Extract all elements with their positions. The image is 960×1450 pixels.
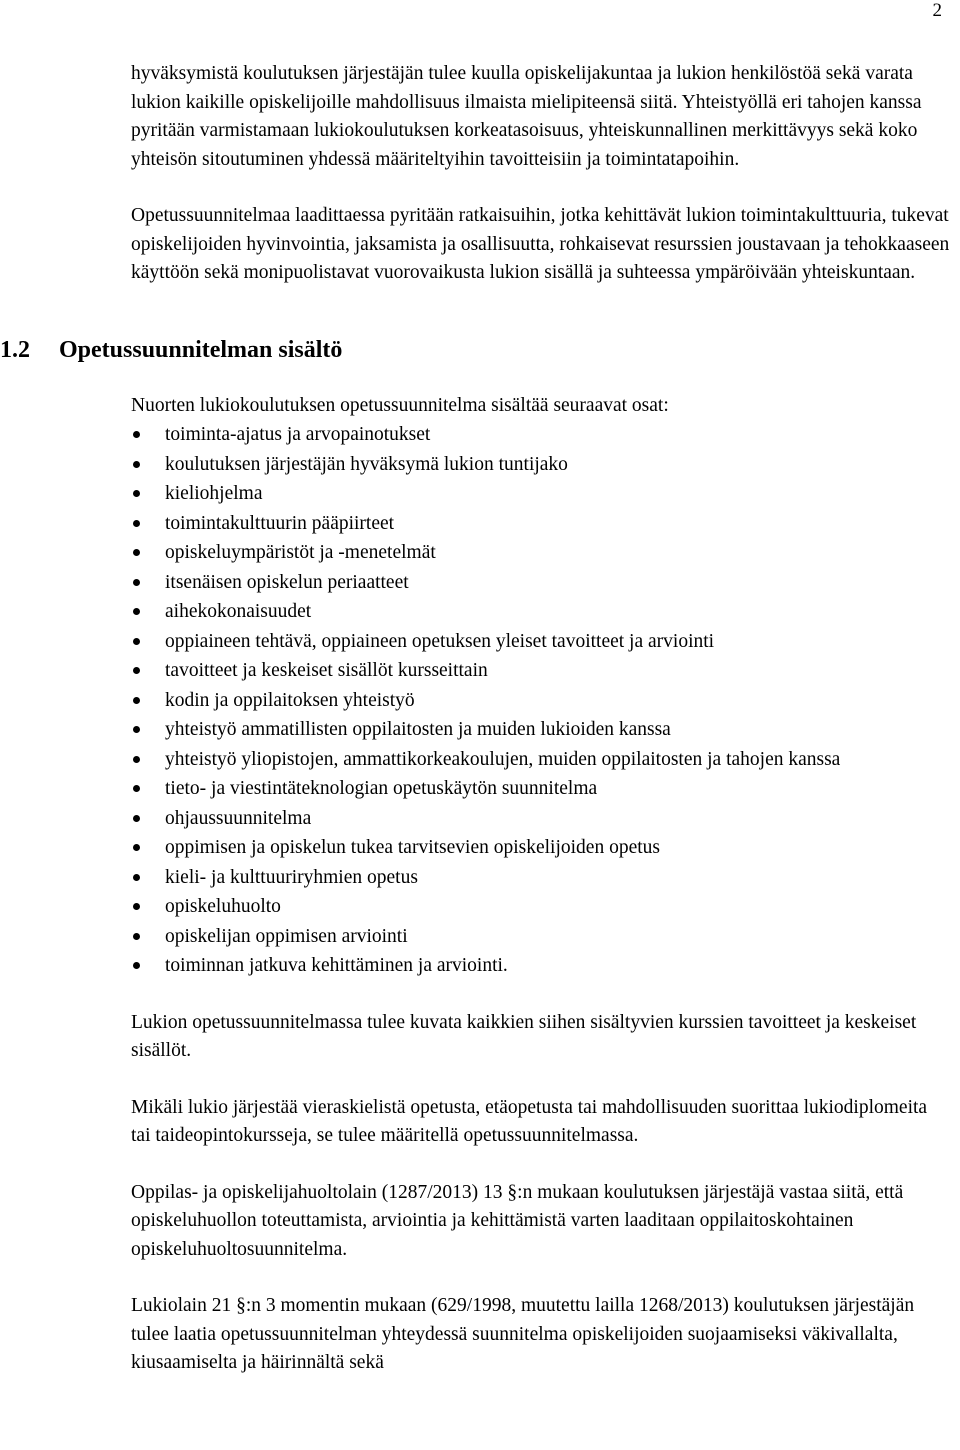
list-item-text: toiminta-ajatus ja arvopainotukset — [165, 424, 431, 445]
list-item-text: koulutuksen järjestäjän hyväksymä lukion tuntijako — [165, 453, 568, 475]
list-item-text: toiminnan jatkuva kehittäminen ja arviointi. — [165, 955, 508, 976]
list-item — [131, 656, 951, 686]
document-body — [0, 60, 951, 1378]
bullet-icon — [133, 726, 140, 733]
list-item — [131, 715, 951, 745]
list-item-text: ohjaussuunnitelma — [165, 807, 312, 829]
bullet-icon — [133, 549, 140, 556]
list-item-text: aihekokonaisuudet — [165, 601, 312, 622]
bullet-icon — [133, 844, 140, 851]
list-item — [131, 745, 951, 775]
list-item — [131, 597, 951, 627]
list-intro: Nuorten lukiokoulutuksen opetussuunnitelma sisältää seuraavat osat: — [131, 394, 669, 416]
list-item — [131, 922, 951, 952]
paragraph: hyväksymistä koulutuksen järjestäjän tulee kuulla opiskelijakuntaa ja lukion henkilöstöä sekä varata lukion kaikille opiskelijoille mahdollisuus ilmaista mielipiteensä siitä. Yhteistyöllä eri tahojen kanssa pyritään varmistamaan lukiokoulutuksen korkeatasoisuus, yhteiskunnallinen merkittävyys sekä koko yhteisön sitoutuminen yhdessä määriteltyihin tavoitteisiin ja toimintatapoihin. — [131, 63, 922, 170]
bullet-icon — [133, 903, 140, 910]
content-list — [131, 420, 951, 981]
list-item-text: oppiaineen tehtävä, oppiaineen opetuksen yleiset tavoitteet ja arviointi — [165, 630, 715, 652]
list-item — [131, 951, 951, 981]
list-item-text: opiskeluympäristöt ja -menetelmät — [165, 542, 436, 563]
bullet-icon — [133, 490, 140, 497]
bullet-icon — [133, 579, 140, 586]
bullet-icon — [133, 933, 140, 940]
paragraph: Opetussuunnitelmaa laadittaessa pyritään ratkaisuihin, jotka kehittävät lukion toimintakulttuuria, tukevat opiskelijoiden hyvinvointia, jaksamista ja osallisuutta, rohkaisevat resurssien joustavaan ja tehokkaaseen käyttöön sekä monipuolistavat vuorovaikusta lukion sisällä ja suhteessa ympäröivään yhteiskuntaan. — [131, 205, 950, 283]
paragraph: Lukion opetussuunnitelmassa tulee kuvata kaikkien siihen sisältyvien kurssien tavoitteet ja keskeiset sisällöt. — [131, 1011, 917, 1061]
list-item — [131, 420, 951, 450]
list-item-text: toimintakulttuurin pääpiirteet — [165, 512, 395, 534]
bullet-icon — [133, 962, 140, 969]
list-item-text: opiskeluhuolto — [165, 896, 281, 917]
bullet-icon — [133, 667, 140, 674]
list-item — [131, 774, 951, 804]
bullet-icon — [133, 520, 140, 527]
list-item-text: kieliohjelma — [165, 483, 263, 504]
list-item-text: kieli- ja kulttuuriryhmien opetus — [165, 866, 418, 888]
list-item-text: kodin ja oppilaitoksen yhteistyö — [165, 689, 415, 711]
paragraph: Lukiolain 21 §:n 3 momentin mukaan (629/1998, muutettu lailla 1268/2013) koulutuksen järjestäjän tulee laatia opetussuunnitelman yhteydessä suunnitelma opiskelijoiden suojaamiseksi väkivallalta, kiusaamiselta ja häirinnältä sekä — [131, 1295, 915, 1373]
section-title: Opetussuunnitelman sisältö — [59, 336, 343, 363]
list-item-text: yhteistyö ammatillisten oppilaitosten ja muiden lukioiden kanssa — [165, 719, 671, 740]
list-item-text: tavoitteet ja keskeiset sisällöt kursseittain — [165, 660, 488, 681]
bullet-icon — [133, 756, 140, 763]
section-number: 1.2 — [0, 336, 30, 363]
list-item — [131, 686, 951, 716]
bullet-icon — [133, 461, 140, 468]
list-item-text: itsenäisen opiskelun periaatteet — [165, 571, 409, 593]
list-item — [131, 833, 951, 863]
paragraph: Oppilas- ja opiskelijahuoltolain (1287/2013) 13 §:n mukaan koulutuksen järjestäjä vastaa siitä, että opiskeluhuollon toteuttamista, arviointia ja kehittämistä varten laaditaan oppilaitoskohtainen opiskeluhuoltosuunnitelma. — [131, 1181, 904, 1260]
list-item — [131, 538, 951, 568]
list-item-text: yhteistyö yliopistojen, ammattikorkeakoulujen, muiden oppilaitosten ja tahojen kanssa — [165, 748, 841, 770]
bullet-icon — [133, 697, 140, 704]
bullet-icon — [133, 815, 140, 822]
list-item — [131, 509, 951, 539]
bullet-icon — [133, 608, 140, 615]
page-number: 2 — [932, 0, 942, 21]
bullet-icon — [133, 874, 140, 881]
bullet-icon — [133, 431, 140, 438]
list-item — [131, 804, 951, 834]
list-item — [131, 863, 951, 893]
list-item-text: tieto- ja viestintäteknologian opetuskäytön suunnitelma — [165, 778, 598, 799]
list-item — [131, 627, 951, 657]
list-item — [131, 450, 951, 480]
bullet-icon — [133, 785, 140, 792]
list-item-text: oppimisen ja opiskelun tukea tarvitsevien opiskelijoiden opetus — [165, 837, 660, 858]
list-item — [131, 568, 951, 598]
list-item-text: opiskelijan oppimisen arviointi — [165, 925, 408, 947]
paragraph: Mikäli lukio järjestää vieraskielistä opetusta, etäopetusta tai mahdollisuuden suorittaa lukiodiplomeita tai taideopintokursseja, se tulee määritellä opetussuunnitelmassa. — [131, 1096, 928, 1146]
list-item — [131, 892, 951, 922]
section-heading — [0, 336, 951, 364]
bullet-icon — [133, 638, 140, 645]
list-item — [131, 479, 951, 509]
